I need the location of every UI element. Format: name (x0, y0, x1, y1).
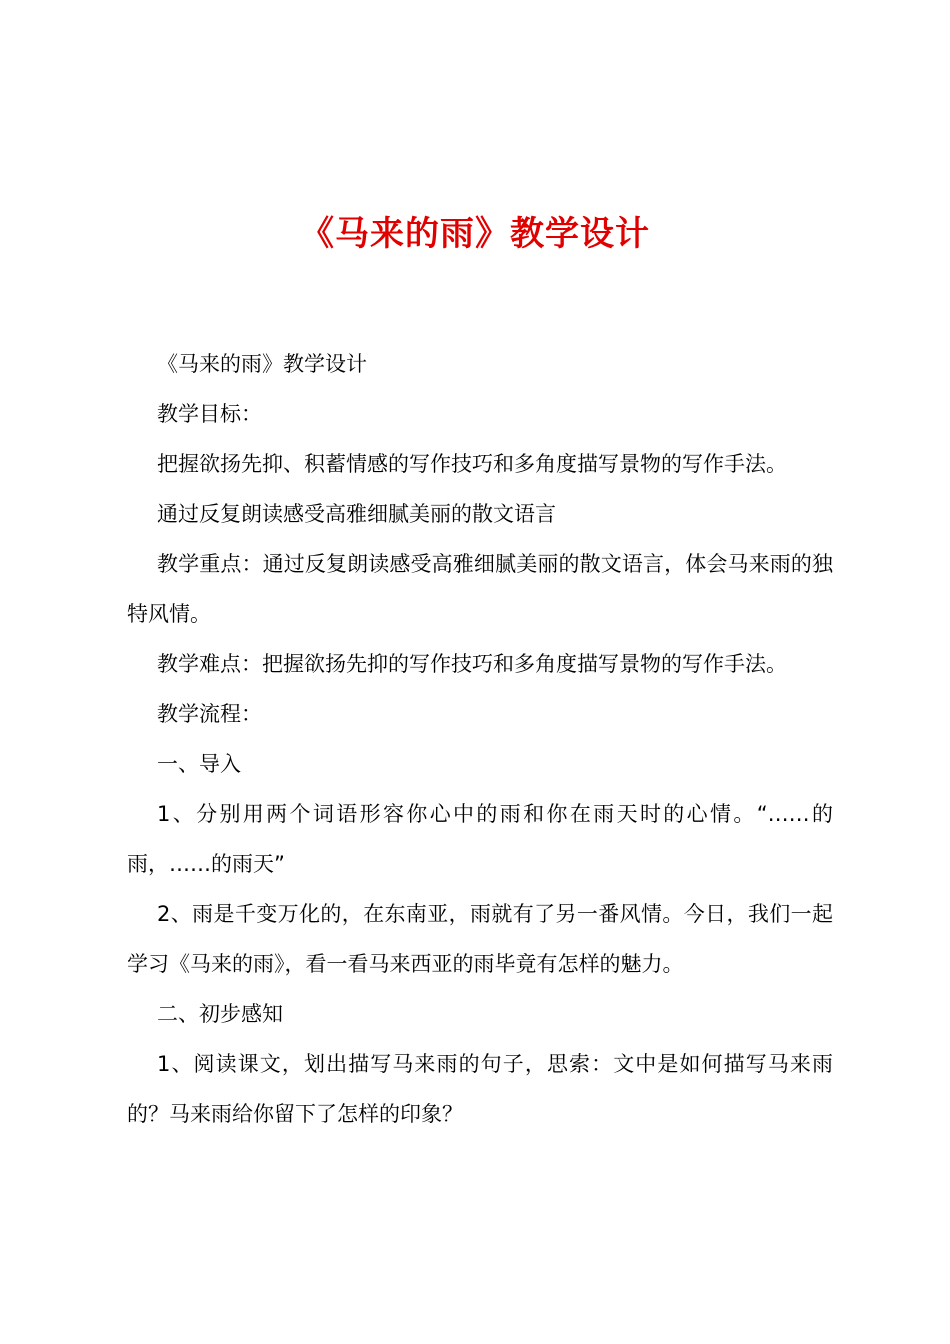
paragraph: 教学难点：把握欲扬先抑的写作技巧和多角度描写景物的写作手法。 (157, 652, 787, 676)
paragraph: 《马来的雨》教学设计 (157, 352, 367, 376)
paragraph: 教学重点：通过反复朗读感受高雅细腻美丽的散文语言，体会马来雨的独特风情。 (127, 552, 833, 626)
paragraph: 1、阅读课文，划出描写马来雨的句子，思索：文中是如何描写马来雨的？马来雨给你留下了怎样的印象？ (127, 1052, 833, 1126)
paragraph: 教学流程： (157, 702, 262, 726)
document-body (127, 339, 833, 1139)
paragraph: 二、初步感知 (157, 1002, 283, 1026)
paragraph: 1、分别用两个词语形容你心中的雨和你在雨天时的心情。“……的雨，……的雨天” (127, 802, 833, 876)
paragraph: 把握欲扬先抑、积蓄情感的写作技巧和多角度描写景物的写作手法。 (157, 452, 787, 476)
paragraph: 2、雨是千变万化的，在东南亚，雨就有了另一番风情。今日，我们一起学习《马来的雨》，看一看马来西亚的雨毕竟有怎样的魅力。 (127, 902, 833, 976)
paragraph: 教学目标： (157, 402, 262, 426)
paragraph: 一、导入 (157, 752, 241, 776)
document-title: 《马来的雨》教学设计 (300, 214, 650, 254)
paragraph: 通过反复朗读感受高雅细腻美丽的散文语言 (157, 502, 556, 526)
